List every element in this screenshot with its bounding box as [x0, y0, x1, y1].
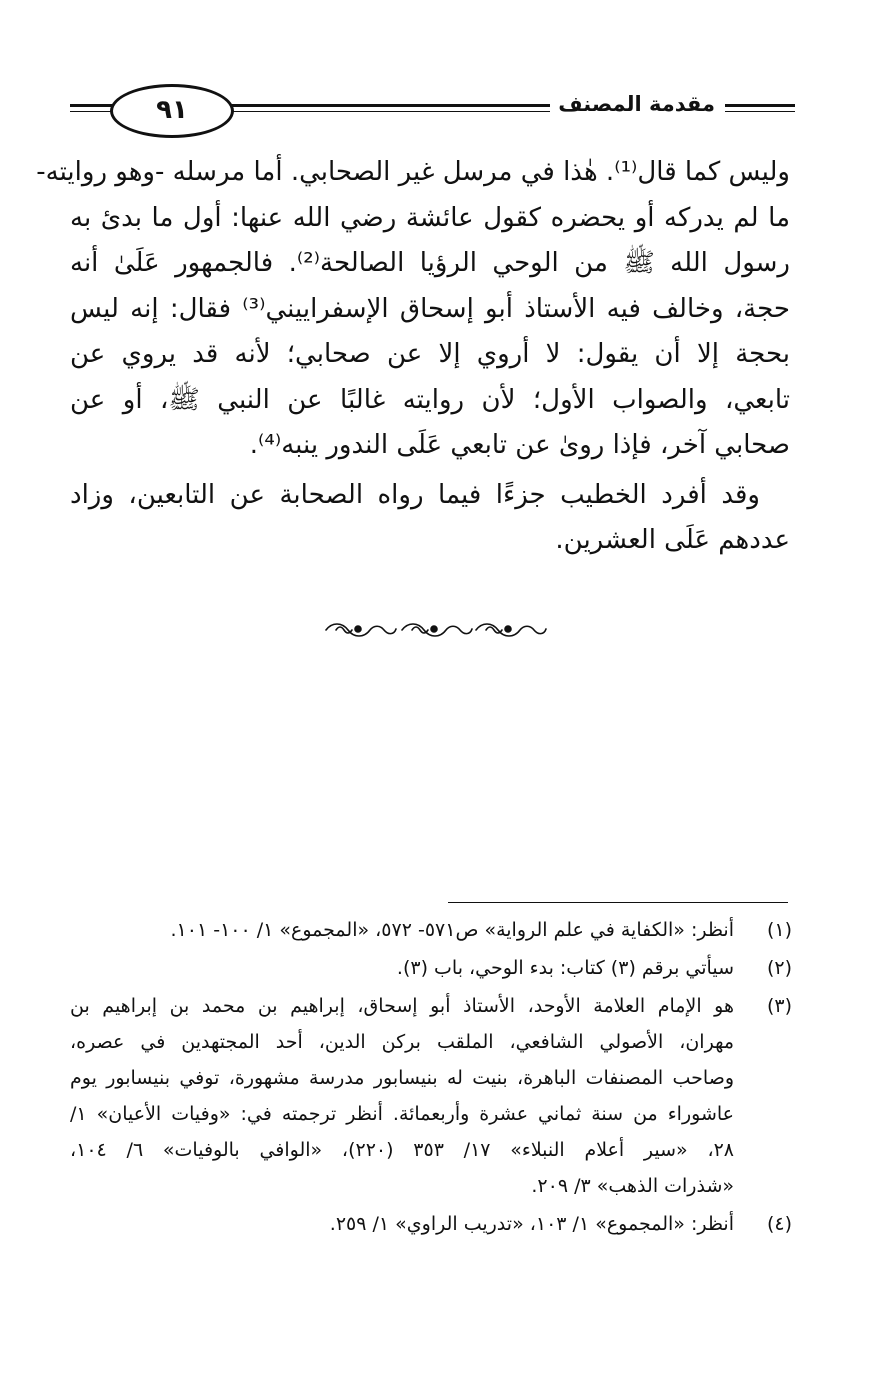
header-rule-right	[725, 104, 795, 112]
footnote-number: (٤)	[766, 1213, 792, 1235]
text-line: ما لم يدركه أو يحضره كقول عائشة رضي الله عنها: أول ما بدئ به	[70, 202, 790, 233]
ornament-motif	[326, 624, 396, 636]
text-line: رسول الله ﷺ من الوحي الرؤيا الصالحة⁽²⁾. فالجمهور عَلَىٰ أنه	[70, 248, 790, 278]
ornament-motif	[476, 624, 546, 636]
footnote-number: (٣)	[766, 995, 792, 1017]
footnote-line: وصاحب المصنفات الباهرة، بنيت له بنيسابور مدرسة مشهورة، توفي بنيسابور يوم	[70, 1067, 734, 1089]
footnote-line: أنظر: «المجموع» ١/ ١٠٣، «تدريب الراوي» ١/ ٢٥٩.	[329, 1213, 734, 1235]
main-text	[36, 150, 790, 564]
text-line: تابعي، والصواب الأول؛ لأن روايته غالبًا عن النبي ﷺ، أو عن	[70, 384, 790, 415]
footnote-number: (٢)	[766, 957, 792, 979]
text-line: صحابي آخر، فإذا روىٰ عن تابعي عَلَى الندور ينبه⁽⁴⁾.	[249, 430, 790, 460]
footnote-line: مهران، الأصولي الشافعي، الملقب بركن الدين، أحد المجتهدين في عصره،	[70, 1031, 734, 1053]
paragraph-1	[36, 150, 790, 469]
text-line: وليس كما قال⁽¹⁾. هٰذا في مرسل غير الصحابي. أما مرسله -وهو روايته-	[36, 157, 790, 187]
footnote-line: أنظر: «الكفاية في علم الرواية» ص٥٧١- ٥٧٢، «المجموع» ١/ ١٠٠- ١٠١.	[170, 919, 734, 941]
text-line: وقد أفرد الخطيب جزءًا فيما رواه الصحابة عن التابعين، وزاد	[70, 479, 760, 510]
text-line: حجة، وخالف فيه الأستاذ أبو إسحاق الإسفراييني⁽³⁾ فقال: إنه ليس	[70, 293, 790, 324]
footnote-2	[70, 950, 792, 986]
ornament-motif	[402, 624, 472, 636]
page-header	[70, 78, 795, 138]
footnote-3	[70, 988, 792, 1204]
footnote-separator	[448, 902, 788, 903]
footnote-line: سيأتي برقم (٣) كتاب: بدء الوحي، باب (٣).	[396, 957, 734, 979]
running-title: مقدمة المصنف	[552, 92, 721, 116]
text-line: بحجة إلا أن يقول: لا أروي إلا عن صحابي؛ لأنه قد يروي عن	[70, 339, 790, 369]
footnote-line: هو الإمام العلامة الأوحد، الأستاذ أبو إسحاق، إبراهيم بن محمد بن إبراهيم بن	[70, 995, 734, 1017]
footnotes	[70, 912, 792, 1244]
section-ornament	[322, 614, 548, 644]
footnote-line: عاشوراء من سنة ثماني عشرة وأربعمائة. أنظر ترجمته في: «وفيات الأعيان» ١/	[70, 1103, 734, 1125]
footnote-line: ٢٨، «سير أعلام النبلاء» ١٧/ ٣٥٣ (٢٢٠)، «الوافي بالوفيات» ٦/ ١٠٤،	[70, 1139, 734, 1161]
text-line: عددهم عَلَى العشرين.	[555, 525, 790, 555]
page-number: ٩١	[110, 84, 234, 138]
footnote-1	[70, 912, 792, 948]
footnote-4	[70, 1206, 792, 1242]
footnote-number: (١)	[766, 919, 792, 941]
paragraph-2	[70, 473, 790, 564]
footnote-line: «شذرات الذهب» ٣/ ٢٠٩.	[531, 1175, 734, 1197]
